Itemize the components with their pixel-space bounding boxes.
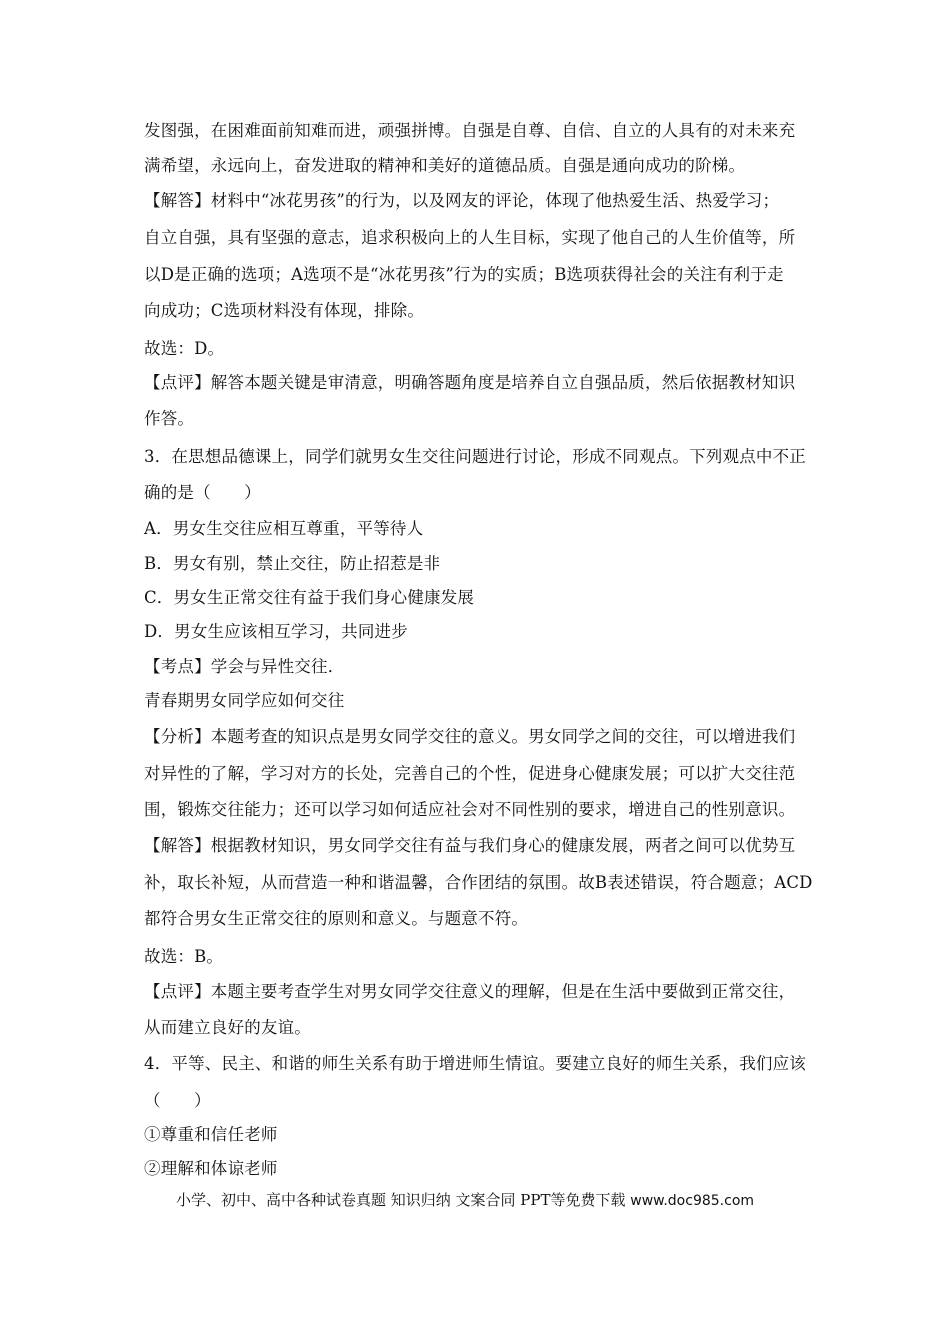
choice-line: 故选：D。	[144, 339, 225, 358]
text-line: 补，取长补短，从而营造一种和谐温馨，合作团结的氛围。故B表述错误，符合题意；ACD	[144, 873, 813, 892]
text-line: 自立自强，具有坚强的意志，追求积极向上的人生目标，实现了他自己的人生价值等，所	[144, 228, 796, 247]
text-line: 发图强，在困难面前知难而进，顽强拼博。自强是自尊、自信、自立的人具有的对未来充	[144, 121, 796, 140]
footer-text: 小学、初中、高中各种试卷真题 知识归纳 文案合同 PPT等免费下载	[176, 1191, 626, 1209]
analysis-line: 【分析】本题考查的知识点是男女同学交往的意义。男女同学之间的交往，可以增进我们	[144, 727, 796, 746]
option-a: A．男女生交往应相互尊重，平等待人	[144, 519, 424, 538]
option-1: ①尊重和信任老师	[144, 1125, 278, 1144]
page-footer	[176, 1189, 816, 1212]
option-c: C．男女生正常交往有益于我们身心健康发展	[144, 588, 475, 607]
text-line: 对异性的了解，学习对方的长处，完善自己的个性，促进身心健康发展；可以扩大交往范	[144, 764, 796, 783]
text-line: 都符合男女生正常交往的原则和意义。与题意不符。	[144, 909, 529, 928]
text-line: （ ）	[144, 1091, 211, 1110]
text-line: 以D是正确的选项；A选项不是“冰花男孩”行为的实质；B选项获得社会的关注有利于走	[144, 265, 784, 284]
comment-line: 【点评】解答本题关键是审清意，明确答题角度是培养自立自强品质，然后依据教材知识	[144, 373, 796, 392]
question-line: 4．平等、民主、和谐的师生关系有助于增进师生情谊。要建立良好的师生关系，我们应该	[144, 1054, 806, 1073]
text-line: 向成功；C选项材料没有体现，排除。	[144, 301, 425, 320]
text-line: 确的是（ ）	[144, 483, 261, 502]
footer-url: www.doc985.com	[630, 1193, 755, 1209]
question-line: 3．在思想品德课上，同学们就男女生交往问题进行讨论，形成不同观点。下列观点中不正	[144, 447, 806, 466]
text-line: 从而建立良好的友谊。	[144, 1018, 311, 1037]
topic-line: 【考点】学会与异性交往．	[144, 657, 345, 676]
answer-line: 【解答】根据教材知识，男女同学交往有益与我们身心的健康发展，两者之间可以优势互	[144, 836, 796, 855]
text-line: 作答。	[144, 409, 195, 428]
choice-line: 故选：B。	[144, 947, 224, 966]
text-line: 青春期男女同学应如何交往	[144, 691, 345, 710]
text-line: 满希望，永远向上，奋发进取的精神和美好的道德品质。自强是通向成功的阶梯。	[144, 156, 746, 175]
text-line: 围，锻炼交往能力；还可以学习如何适应社会对不同性别的要求，增进自己的性别意识。	[144, 800, 796, 819]
option-2: ②理解和体谅老师	[144, 1159, 278, 1178]
option-b: B．男女有别，禁止交往，防止招惹是非	[144, 554, 441, 573]
option-d: D．男女生应该相互学习，共同进步	[144, 622, 408, 641]
comment-line: 【点评】本题主要考查学生对男女同学交往意义的理解，但是在生活中要做到正常交往，	[144, 982, 796, 1001]
answer-line: 【解答】材料中“冰花男孩”的行为，以及网友的评论，体现了他热爱生活、热爱学习；	[144, 191, 780, 210]
